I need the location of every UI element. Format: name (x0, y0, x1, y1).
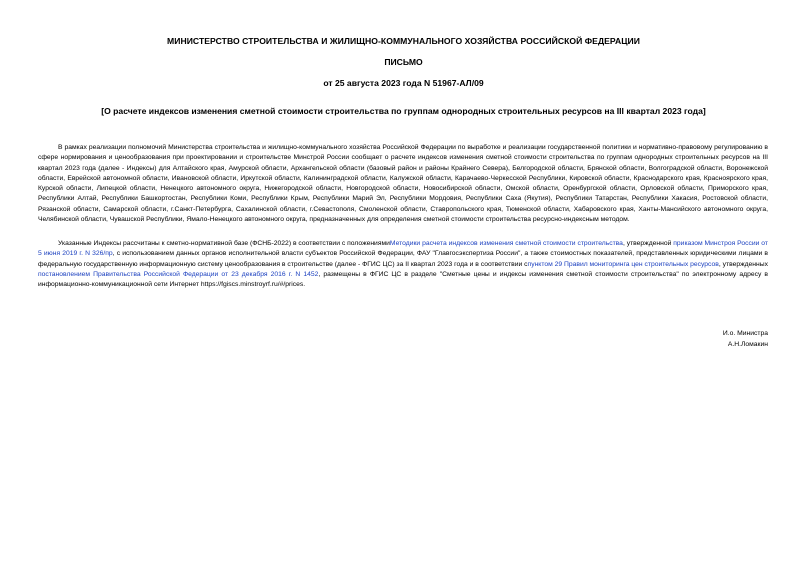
ministry-heading: МИНИСТЕРСТВО СТРОИТЕЛЬСТВА И ЖИЛИЩНО-КОММУНАЛЬНОГО ХОЗЯЙСТВА РОССИЙСКОЙ ФЕДЕРАЦИИ (167, 36, 640, 46)
paragraph-basis (38, 239, 768, 290)
signatory-position: И.о. Министра (722, 330, 768, 337)
paragraph-basis-text-3: , с использованием данных органов исполнительной власти субъектов Российской Федерации, ФАУ "Главгосэкспертиза России", а также стоимостных показателей, представленных юридическими лицами в федеральную государственную информационную систему ценообразования в строительстве (далее - ФГИС ЦС) за II квартал 2023 года и в соответствии с (38, 250, 768, 268)
methodology-link[interactable]: Методики расчета индексов изменения сметной стоимости строительства (389, 240, 623, 247)
document-type: ПИСЬМО (384, 57, 423, 67)
paragraph-basis-text-2: , утвержденной (622, 240, 674, 247)
signatory-name: А.Н.Ломакин (727, 340, 768, 348)
order-link[interactable]: приказом Минстроя России от 5 июня 2019 г. N 326/пр (38, 240, 768, 258)
document-date-number: от 25 августа 2023 года N 51967-АЛ/09 (323, 78, 484, 88)
signature-block (723, 329, 768, 350)
paragraph-basis-text-1: Указанные Индексы рассчитаны к сметно-нормативной базе (ФСНБ-2022) в соответствии с положениями (58, 240, 390, 247)
government-resolution-link[interactable]: постановлением Правительства Российской Федерации от 23 декабря 2016 г. N 1452 (38, 270, 319, 278)
document-title: [О расчете индексов изменения сметной стоимости строительства по группам однородных строительных ресурсов на III квартал 2023 года] (101, 106, 706, 116)
monitoring-rules-link[interactable]: пунктом 29 Правил мониторинга цен строительных ресурсов (527, 260, 719, 268)
paragraph-basis-text-4: , утвержденных (718, 260, 768, 268)
paragraph-basis-text-5: , размещены в ФГИС ЦС в разделе "Сметные цены и индексы изменения сметной стоимости строительства" по электронному адресу в информационно-коммуникационной сети Интернет https://fgiscs.minstroyrf.ru/#/prices. (38, 270, 769, 289)
paragraph-regions: В рамках реализации полномочий Министерства строительства и жилищно-коммунального хозяйства Российской Федерации по выработке и реализации государственной политики и нормативно-правовому регулированию в сфере нормирования и ценообразования при проектировании и строительстве Минстрой России сообщает о расчете индексов изменения сметной стоимости строительства по группам однородных строительных ресурсов на III квартал 2023 года (далее - Индексы) для Алтайского края, Амурской области, Архангельской области (базовый район и районы Крайнего Севера), Белгородской области, Брянской области, Волгоградской области, Воронежской области, Еврейской автономной области, Ивановской области, Иркутской области, Калининградской области, Калужской области, Карачаево-Черкесской Республики, Кировской области, Краснодарского края, Красноярского края, Курской области, Липецкой области, Ненецкого автономного округа, Нижегородской области, Новгородской области, Новосибирской области, Омской области, Оренбургской области, Орловской области, Приморского края, Республики Алтай, Республики Башкортостан, Республики Коми, Республики Крым, Республики Марий Эл, Республики Мордовия, Республики Саха (Якутия), Республики Татарстан, Республики Хакасия, Ростовской области, Рязанской области, Самарской области, г.Санкт-Петербурга, Сахалинской области, г.Севастополя, Смоленской области, Ставропольского края, Тюменской области, Хабаровского края, Ханты-Мансийского автономного округа, Челябинской области, Чувашской Республики, Ямало-Ненецкого автономного округа, предназначенных для определения сметной стоимости строительства ресурсно-индексным методом. (38, 144, 768, 224)
